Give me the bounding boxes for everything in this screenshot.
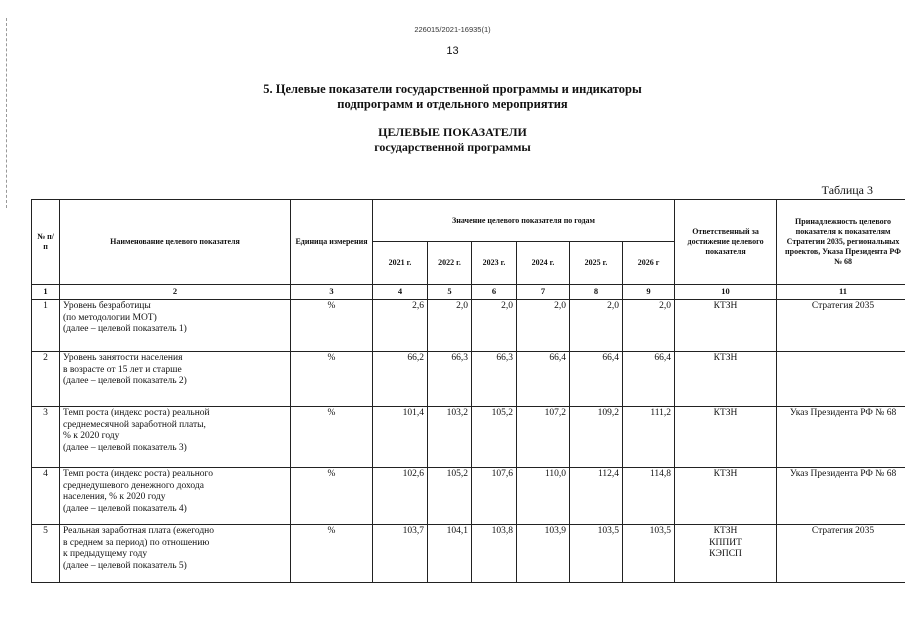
indicator-name: [60, 352, 291, 407]
year-value: 103,2: [428, 407, 472, 468]
header-belonging: Принадлежность целевого показателя к показателям Стратегии 2035, региональных проектов, Указа Президента РФ № 68: [777, 200, 905, 285]
indicator-name-line: в среднем за период) по отношению: [63, 537, 210, 548]
year-value: 107,2: [517, 407, 570, 468]
indicator-name-line: в возрасте от 15 лет и старше: [63, 364, 182, 375]
column-number: 1: [32, 285, 60, 300]
subtitle-line2: государственной программы: [374, 140, 531, 154]
year-value: 103,5: [623, 525, 675, 583]
column-number: 8: [570, 285, 623, 300]
unit-cell: %: [291, 468, 373, 525]
header-values-group: Значение целевого показателя по годам: [373, 200, 675, 242]
indicator-name-line: Темп роста (индекс роста) реальной: [63, 408, 210, 418]
header-unit: Единица измерения: [291, 200, 373, 285]
unit-cell: %: [291, 407, 373, 468]
responsible-cell: [675, 300, 777, 352]
year-value: 105,2: [428, 468, 472, 525]
indicator-name-line: Темп роста (индекс роста) реального: [63, 469, 213, 479]
table-row: [32, 468, 905, 525]
year-value: 107,6: [472, 468, 517, 525]
column-number: 7: [517, 285, 570, 300]
document-number: 226015/2021-16935(1): [414, 25, 491, 34]
year-value: 2,0: [517, 300, 570, 352]
indicator-name-line: (далее – целевой показатель 4): [63, 503, 187, 514]
year-value: 2,0: [472, 300, 517, 352]
row-number: 4: [32, 468, 60, 525]
belonging-cell: Указ Президента РФ № 68: [777, 407, 905, 468]
year-value: 111,2: [623, 407, 675, 468]
header-row: [32, 200, 905, 242]
page-number: 13: [446, 45, 459, 57]
indicator-name: [60, 300, 291, 352]
column-number: 9: [623, 285, 675, 300]
table-row: [32, 525, 905, 583]
column-number-row: [32, 285, 905, 300]
year-value: 2,0: [570, 300, 623, 352]
indicator-name-line: Уровень безработицы: [63, 301, 151, 311]
belonging-cell: [777, 352, 905, 407]
header-year: 2024 г.: [517, 242, 570, 285]
table-row: [32, 407, 905, 468]
year-value: 104,1: [428, 525, 472, 583]
table-row: [32, 300, 905, 352]
column-number: 2: [60, 285, 291, 300]
indicators-table: [31, 199, 905, 583]
header-year: 2026 г: [623, 242, 675, 285]
responsible-agency: КТЗН: [713, 469, 738, 479]
responsible-cell: [675, 468, 777, 525]
section-title-line1: 5. Целевые показатели государственной программы и индикаторы: [263, 82, 642, 96]
indicator-name-line: (далее – целевой показатель 1): [63, 324, 187, 334]
belonging-cell: Стратегия 2035: [777, 525, 905, 583]
year-value: 105,2: [472, 407, 517, 468]
year-value: 66,3: [472, 352, 517, 407]
header-year: 2022 г.: [428, 242, 472, 285]
responsible-agency: КЭПСП: [709, 549, 742, 559]
section-title: [0, 82, 905, 112]
indicator-name-line: населения, % к 2020 году: [63, 492, 166, 502]
indicator-name-line: среднемесячной заработной платы,: [63, 419, 206, 430]
table-caption: Таблица 3: [821, 183, 873, 197]
table-row: [32, 352, 905, 407]
column-number: 4: [373, 285, 428, 300]
year-value: 103,5: [570, 525, 623, 583]
indicator-name: [60, 407, 291, 468]
row-number: 1: [32, 300, 60, 352]
row-number: 2: [32, 352, 60, 407]
indicator-name: [60, 525, 291, 583]
year-value: 102,6: [373, 468, 428, 525]
column-number: 11: [777, 285, 905, 300]
row-number: 3: [32, 407, 60, 468]
unit-cell: %: [291, 525, 373, 583]
table-subtitle: [0, 125, 905, 155]
indicator-name-line: (далее – целевой показатель 3): [63, 442, 187, 453]
belonging-cell: Стратегия 2035: [777, 300, 905, 352]
indicator-name-line: (далее – целевой показатель 2): [63, 376, 187, 386]
column-number: 10: [675, 285, 777, 300]
indicator-name-line: (далее – целевой показатель 5): [63, 560, 187, 571]
header-year: 2021 г.: [373, 242, 428, 285]
indicator-name-line: к предыдущему году: [63, 549, 148, 559]
year-value: 114,8: [623, 468, 675, 525]
responsible-agency: КТЗН: [713, 408, 738, 418]
header-responsible: Ответственный за достижение целевого показателя: [675, 200, 777, 285]
indicator-name-line: Реальная заработная плата (ежегодно: [63, 526, 214, 536]
column-number: 6: [472, 285, 517, 300]
responsible-agency: КТЗН: [713, 301, 738, 311]
responsible-agency: КТЗН: [713, 353, 738, 363]
unit-cell: %: [291, 352, 373, 407]
header-name: Наименование целевого показателя: [60, 200, 291, 285]
year-value: 101,4: [373, 407, 428, 468]
indicator-name: [60, 468, 291, 525]
header-year: 2025 г.: [570, 242, 623, 285]
header-num: № п/п: [32, 200, 60, 285]
row-number: 5: [32, 525, 60, 583]
unit-cell: %: [291, 300, 373, 352]
subtitle-line1: ЦЕЛЕВЫЕ ПОКАЗАТЕЛИ: [378, 125, 527, 139]
section-title-line2: подпрограмм и отдельного мероприятия: [337, 97, 568, 111]
year-value: 103,9: [517, 525, 570, 583]
indicator-name-line: среднедушевого денежного дохода: [63, 480, 204, 491]
year-value: 2,6: [373, 300, 428, 352]
header-year: 2023 г.: [472, 242, 517, 285]
responsible-cell: [675, 407, 777, 468]
indicator-name-line: % к 2020 году: [63, 431, 120, 441]
column-number: 5: [428, 285, 472, 300]
responsible-cell: [675, 352, 777, 407]
year-value: 109,2: [570, 407, 623, 468]
year-value: 2,0: [428, 300, 472, 352]
responsible-agency: КППИТ: [709, 537, 742, 548]
year-value: 66,2: [373, 352, 428, 407]
year-value: 110,0: [517, 468, 570, 525]
year-value: 66,3: [428, 352, 472, 407]
year-value: 66,4: [623, 352, 675, 407]
year-value: 103,8: [472, 525, 517, 583]
responsible-agency: КТЗН: [713, 526, 738, 536]
year-value: 103,7: [373, 525, 428, 583]
belonging-cell: Указ Президента РФ № 68: [777, 468, 905, 525]
responsible-cell: [675, 525, 777, 583]
column-number: 3: [291, 285, 373, 300]
indicator-name-line: Уровень занятости населения: [63, 353, 183, 363]
year-value: 66,4: [570, 352, 623, 407]
year-value: 66,4: [517, 352, 570, 407]
indicator-name-line: (по методологии МОТ): [63, 312, 157, 323]
year-value: 2,0: [623, 300, 675, 352]
year-value: 112,4: [570, 468, 623, 525]
